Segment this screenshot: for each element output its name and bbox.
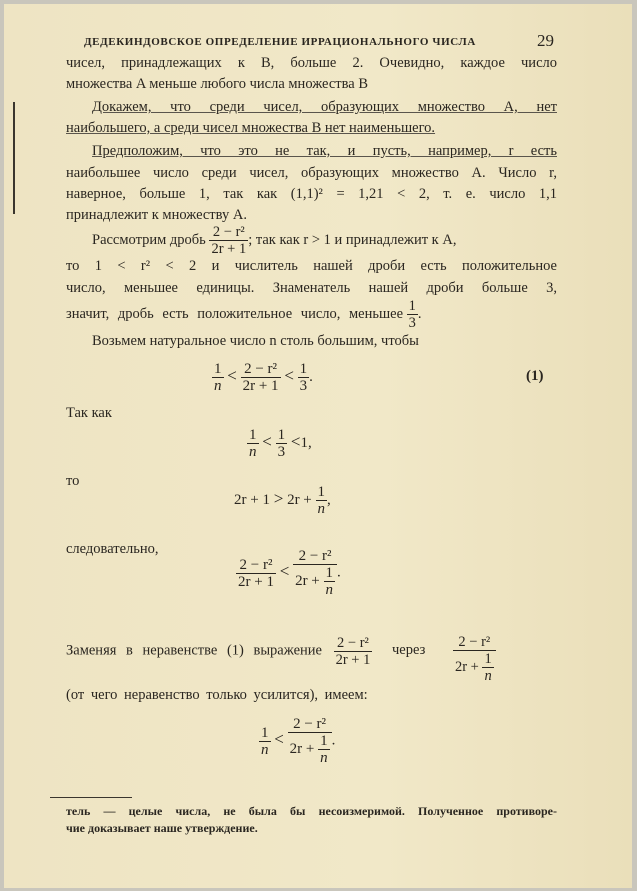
- text-line: [66, 298, 557, 331]
- inequality-3: [234, 484, 331, 517]
- denominator: n: [320, 750, 328, 766]
- text-span: Заменяя в неравенстве (1) выражение: [66, 642, 322, 659]
- numerator: 1: [320, 733, 328, 749]
- numerator: 2 − r²: [236, 557, 276, 574]
- text-line: число, меньшее единицы. Знаменатель нашей дроби больше 3,: [66, 280, 557, 296]
- less-than: <: [279, 561, 290, 581]
- less-than: <: [262, 431, 272, 451]
- text-line: наибольшее число среди чисел, образующих множество A. Число r,: [66, 165, 557, 181]
- denominator: 2r + 1: [335, 651, 371, 668]
- numerator: 1: [261, 724, 269, 741]
- denominator: 2r + 1: [242, 378, 279, 394]
- text-line: [66, 142, 557, 160]
- fraction: [298, 361, 310, 394]
- denominator: n: [325, 582, 334, 598]
- text-span: значит, дробь есть положительное число, меньшее: [66, 305, 404, 322]
- denominator: n: [261, 741, 269, 758]
- inequality-2: [247, 427, 312, 460]
- equation-number: (1): [526, 368, 544, 384]
- text-line: Возьмем натуральное число n столь большим, чтобы: [92, 333, 419, 349]
- value: 1,: [300, 434, 312, 451]
- fraction: [288, 716, 332, 766]
- less-than: <: [284, 365, 294, 385]
- numerator: 2 − r²: [453, 634, 496, 651]
- text-line: наибольшего, а среди чисел множества B нет наименьшего.: [66, 120, 436, 136]
- numerator: 2 − r²: [288, 716, 332, 733]
- text-line: Так как: [66, 405, 112, 421]
- numerator: 2 − r²: [241, 361, 281, 378]
- text-line: [92, 224, 557, 257]
- denominator: 3: [299, 378, 308, 394]
- numerator: 2 − r²: [293, 548, 337, 565]
- text-line: то 1 < r² < 2 и числитель нашей дроби есть положительное: [66, 258, 557, 274]
- numerator: 1: [317, 484, 326, 500]
- denominator: 3: [277, 444, 286, 460]
- footnote-line: тель — целые числа, не была бы несоизмеримой. Полученное противоре-: [66, 804, 557, 818]
- expression: 2r +: [454, 658, 479, 675]
- book-page: [4, 4, 632, 888]
- inequality-5: [259, 716, 335, 766]
- punct: .: [309, 368, 313, 385]
- denominator: 2r + 1: [211, 241, 247, 257]
- text-line: следовательно,: [66, 541, 159, 557]
- expression: 2r +: [287, 491, 312, 508]
- fraction: [316, 484, 328, 517]
- greater-than: >: [273, 488, 284, 508]
- text-line: [66, 626, 557, 684]
- text-span: ; так как r > 1 и принадлежит к A,: [248, 231, 457, 248]
- expression: 2r + 1: [234, 491, 270, 508]
- text-line: то: [66, 473, 80, 489]
- numerator: 2 − r²: [209, 224, 248, 241]
- denominator: n: [249, 444, 257, 460]
- footnote-line: чие доказывает наше утверждение.: [66, 821, 258, 835]
- punct: .: [331, 732, 336, 749]
- denominator: 2r + 1: [238, 573, 274, 590]
- fraction: [453, 634, 496, 684]
- fraction: [334, 635, 373, 668]
- fraction: [276, 427, 288, 460]
- inequality-4: [236, 548, 341, 598]
- inequality-1: [212, 361, 313, 394]
- fraction: [324, 565, 336, 598]
- fraction: [236, 557, 276, 590]
- fraction: [482, 651, 493, 684]
- numerator: 1: [299, 361, 308, 377]
- text-line: наверное, больше 1, так как (1,1)² = 1,21 < 2, т. е. число 1,1: [66, 186, 557, 202]
- denominator: [288, 733, 332, 766]
- fraction: [247, 427, 259, 460]
- denominator: [293, 565, 337, 598]
- less-than: <: [290, 431, 301, 451]
- page-number: 29: [537, 31, 554, 50]
- text-span: Предположим, что это не так, и пусть, например, r есть: [92, 143, 557, 159]
- text-line: [66, 98, 557, 116]
- expression: 2r +: [295, 572, 320, 589]
- punct: ,: [327, 491, 331, 508]
- margin-mark: [13, 102, 15, 214]
- fraction: [293, 548, 337, 598]
- text-span: Докажем, что среди чисел, образующих множество A, нет: [92, 99, 557, 115]
- fraction: [318, 733, 330, 766]
- fraction: [209, 224, 248, 257]
- running-title: ДЕДЕКИНДОВСКОЕ ОПРЕДЕЛЕНИЕ ИРРАЦИОНАЛЬНОГО ЧИСЛА: [84, 36, 476, 48]
- fraction: [259, 725, 271, 758]
- fraction: [212, 361, 224, 394]
- numerator: 1: [408, 298, 416, 314]
- fraction: [241, 361, 281, 394]
- numerator: 1: [484, 651, 492, 667]
- text-span: Рассмотрим дробь: [92, 231, 206, 248]
- denominator: n: [484, 668, 492, 684]
- punct: .: [417, 305, 422, 322]
- punct: .: [337, 564, 341, 581]
- text-line: множества A меньше любого числа множества B: [66, 76, 368, 92]
- denominator: 3: [408, 315, 416, 331]
- less-than: <: [227, 365, 237, 385]
- denominator: n: [317, 501, 326, 517]
- denominator: [453, 651, 496, 684]
- numerator: 2 − r²: [334, 635, 373, 652]
- denominator: n: [214, 378, 222, 394]
- fraction: [407, 298, 418, 331]
- numerator: 1: [214, 361, 222, 377]
- text-line: чисел, принадлежащих к B, больше 2. Очевидно, каждое число: [66, 55, 557, 71]
- text-line: принадлежит к множеству A.: [66, 207, 247, 223]
- text-span: через: [391, 642, 426, 659]
- text-line: (от чего неравенство только усилится), имеем:: [66, 687, 368, 703]
- less-than: <: [274, 729, 284, 749]
- footnote-rule: [50, 797, 132, 798]
- numerator: 1: [325, 565, 334, 581]
- numerator: 1: [249, 427, 257, 443]
- numerator: 1: [277, 427, 286, 443]
- expression: 2r +: [289, 740, 315, 757]
